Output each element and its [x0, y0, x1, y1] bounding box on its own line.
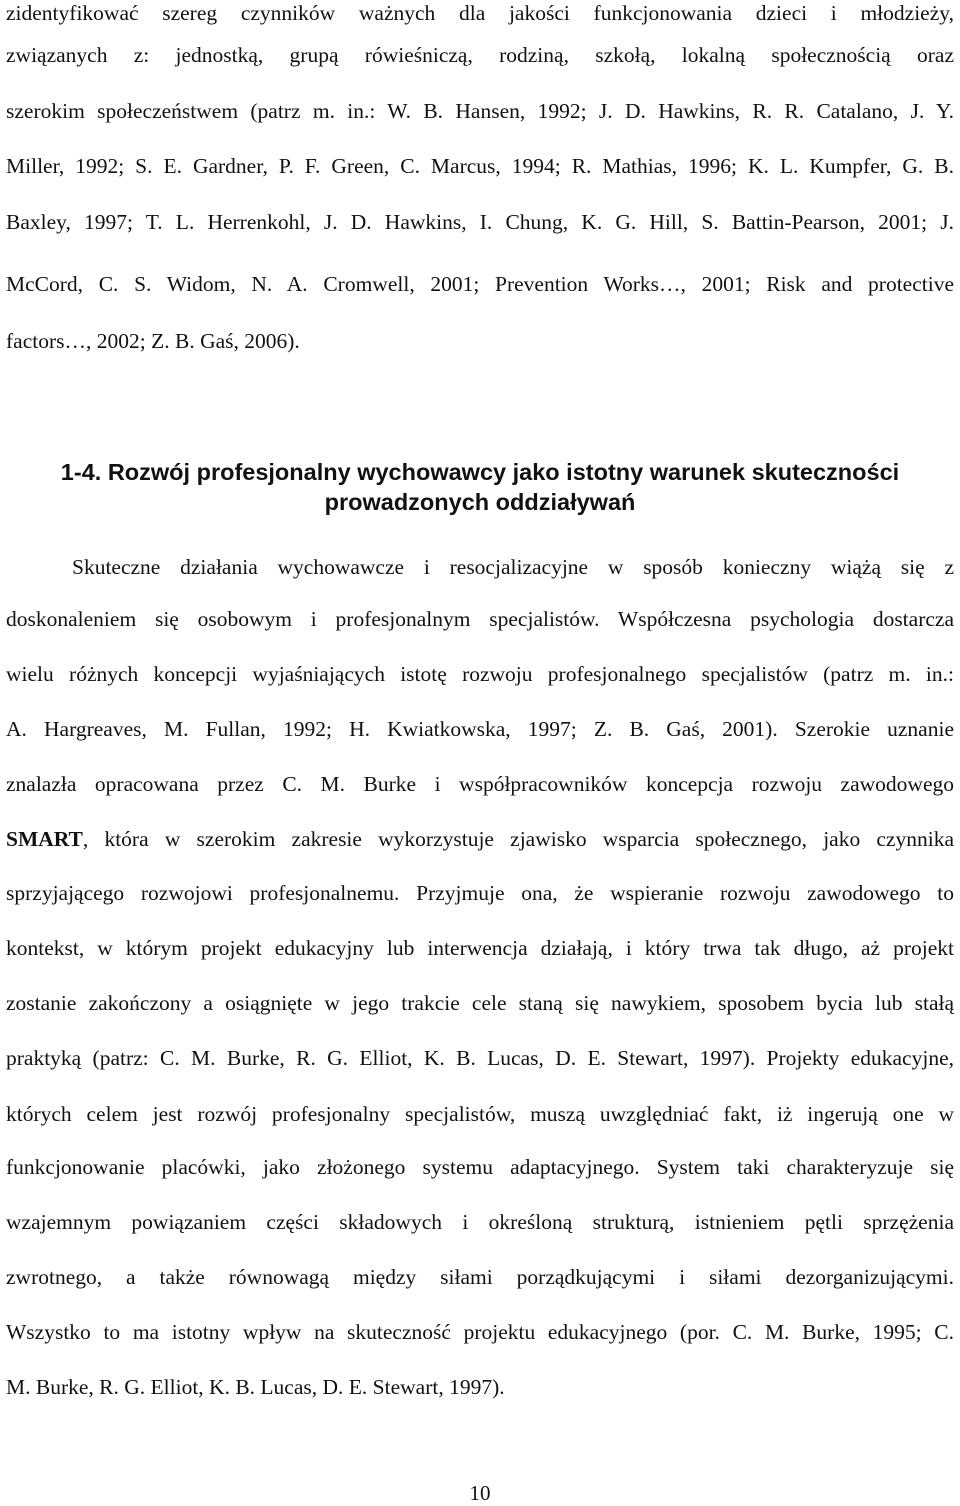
intro-line-3: szerokim społeczeństwem (patrz m. in.: W. B. Hansen, 1992; J. D. Hawkins, R. R. Catalano, J. Y. [6, 99, 954, 123]
main-line-5: znalazła opracowana przez C. M. Burke i współpracowników koncepcja rozwoju zawodowego [6, 772, 954, 796]
main-line-6-rest: , która w szerokim zakresie wykorzystuje zjawisko wsparcia społecznego, jako czynnika [82, 827, 954, 851]
intro-line-4: Miller, 1992; S. E. Gardner, P. F. Green, C. Marcus, 1994; R. Mathias, 1996; K. L. Kumpfer, G. B. [6, 154, 954, 178]
main-line-8: kontekst, w którym projekt edukacyjny lub interwencja działają, i który trwa tak długo, aż projekt [6, 936, 954, 960]
main-line-11: których celem jest rozwój profesjonalny specjalistów, muszą uwzględniać fakt, iż ingerują one w [6, 1102, 954, 1126]
intro-line-5: Baxley, 1997; T. L. Herrenkohl, J. D. Hawkins, I. Chung, K. G. Hill, S. Battin-Pearson, 2001; J. [6, 210, 954, 234]
main-line-16: M. Burke, R. G. Elliot, K. B. Lucas, D. E. Stewart, 1997). [6, 1375, 505, 1399]
main-line-15: Wszystko to ma istotny wpływ na skuteczność projektu edukacyjnego (por. C. M. Burke, 1995; C. [6, 1320, 954, 1344]
main-line-10: praktyką (patrz: C. M. Burke, R. G. Elliot, K. B. Lucas, D. E. Stewart, 1997). Projekty edukacyjne, [6, 1046, 954, 1070]
main-line-1: Skuteczne działania wychowawcze i resocjalizacyjne w sposób konieczny wiążą się z [72, 555, 954, 579]
intro-line-6: McCord, C. S. Widom, N. A. Cromwell, 2001; Prevention Works…, 2001; Risk and protective [6, 272, 954, 296]
main-line-12: funkcjonowanie placówki, jako złożonego systemu adaptacyjnego. System taki charakteryzuje się [6, 1155, 954, 1179]
page-number: 10 [469, 1481, 491, 1505]
main-line-7: sprzyjającego rozwojowi profesjonalnemu. Przyjmuje ona, że wspieranie rozwoju zawodowego to [6, 881, 954, 905]
intro-line-2: związanych z: jednostką, grupą rówieśniczą, rodziną, szkołą, lokalną społecznością oraz [6, 43, 954, 67]
main-line-13: wzajemnym powiązaniem części składowych i określoną strukturą, istnieniem pętli sprzężenia [6, 1210, 954, 1234]
main-line-3: wielu różnych koncepcji wyjaśniających istotę rozwoju profesjonalnego specjalistów (patrz m. in.: [6, 662, 954, 686]
main-line-14: zwrotnego, a także równowagą między siłami porządkującymi i siłami dezorganizującymi. [6, 1265, 954, 1289]
intro-line-1: zidentyfikować szereg czynników ważnych dla jakości funkcjonowania dzieci i młodzieży, [6, 1, 954, 25]
main-line-4: A. Hargreaves, M. Fullan, 1992; H. Kwiatkowska, 1997; Z. B. Gaś, 2001). Szerokie uznanie [6, 717, 954, 741]
section-heading-line-1: 1-4. Rozwój profesjonalny wychowawcy jako istotny warunek skuteczności [60, 459, 900, 485]
main-line-2: doskonaleniem się osobowym i profesjonalnym specjalistów. Współczesna psychologia dostarcza [6, 607, 954, 631]
intro-line-7: factors…, 2002; Z. B. Gaś, 2006). [6, 329, 300, 353]
main-line-6 [6, 826, 954, 852]
smart-term: SMART [6, 827, 83, 851]
main-line-9: zostanie zakończony a osiągnięte w jego trakcie cele staną się nawykiem, sposobem bycia lub stałą [6, 991, 954, 1015]
section-heading-line-2: prowadzonych oddziaływań [324, 489, 636, 515]
